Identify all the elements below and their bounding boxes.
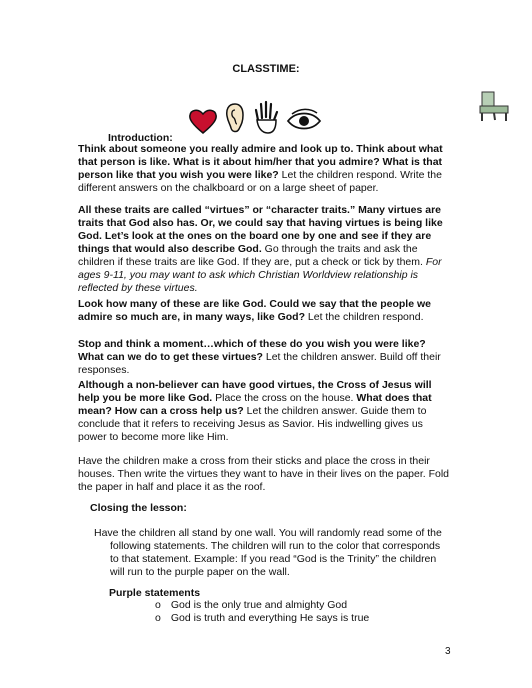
paragraph-virtues-italic: For ages 9-11, you may want to ask which Christian Worldview relationship is reflected by these virtues. <box>78 256 442 294</box>
list-item <box>155 612 369 625</box>
paragraph-cross <box>78 379 450 444</box>
paragraph-cross-plain-b: Let the children answer. Guide them to conclude that it refers to receiving Jesus as Savior. His indwelling gives us power to become more like Him. <box>78 405 427 443</box>
bullet-icon: o <box>155 612 161 624</box>
eye-icon <box>286 108 322 138</box>
paragraph-like-god-bold: Look how many of these are like God. Could we say that the people we admire so much are, in many ways, like God? <box>78 298 431 323</box>
paragraph-like-god-plain: Let the children respond. <box>305 311 424 323</box>
heart-icon <box>188 108 218 138</box>
paragraph-cross-bold-b: What does that mean? How can a cross help us? <box>78 392 432 417</box>
bullet-icon: o <box>155 599 161 611</box>
closing-paragraph <box>94 527 449 579</box>
hand-icon <box>252 100 280 138</box>
paragraph-virtues <box>78 204 450 295</box>
paragraph-virtues-plain: Go through the traits and ask the children if these traits are like God. If they are, put a check or tick by them. <box>78 243 426 268</box>
page-title: CLASSTIME: <box>232 63 300 75</box>
paragraph-stop-think <box>78 338 450 377</box>
paragraph-admire <box>78 143 450 195</box>
closing-continuation: following statements. The children will run to the color that corresponds to that statement. Example: If you read “God is the Trinity” the children will run to the purple paper on the wall. <box>110 540 441 578</box>
senses-icons <box>188 100 322 138</box>
paragraph-like-god <box>78 298 450 324</box>
chair-icon <box>477 90 515 126</box>
list-item <box>155 599 369 612</box>
list-item-text: God is the only true and almighty God <box>170 599 348 611</box>
paragraph-cross-plain-a: Place the cross on the house. <box>212 392 357 404</box>
paragraph-admire-plain: Let the children respond. Write the different answers on the chalkboard or on a large sheet of paper. <box>78 169 442 194</box>
list-item-text: God is truth and everything He says is true <box>170 612 370 624</box>
paragraph-virtues-bold: All these traits are called “virtues” or “character traits.” Many virtues are traits that God also has. Or, we could say that having virtues is being like God. Let’s look at the ones on the board one by one and see if they are things that would also describe God. <box>78 204 443 255</box>
paragraph-cross-bold-a: Although a non-believer can have good virtues, the Cross of Jesus will help you be more like God. <box>78 379 432 404</box>
page-number: 3 <box>445 646 451 657</box>
paragraph-stop-think-plain: Let the children answer. Build off their responses. <box>78 351 441 376</box>
closing-first-line: Have the children all stand by one wall. You will randomly read some of the <box>94 527 442 539</box>
purple-statements-list <box>155 599 369 625</box>
paragraph-make-cross: Have the children make a cross from their sticks and place the cross in their houses. Then write the virtues they want to have in their lives on the paper. Fold the paper in half and place it as the roof. <box>78 455 450 493</box>
paragraph-stop-think-bold: Stop and think a moment…which of these do you wish you were like? What can we do to get these virtues? <box>78 338 426 363</box>
purple-statements-heading: Purple statements <box>109 587 201 599</box>
introduction-heading: Introduction: <box>108 132 173 144</box>
closing-heading: Closing the lesson: <box>90 502 187 514</box>
ear-icon <box>224 102 246 138</box>
paragraph-admire-bold: Think about someone you really admire and look up to. Think about what that person is like. What is it about him/her that you admire? What is that person like that you wish you were like? <box>78 143 443 181</box>
